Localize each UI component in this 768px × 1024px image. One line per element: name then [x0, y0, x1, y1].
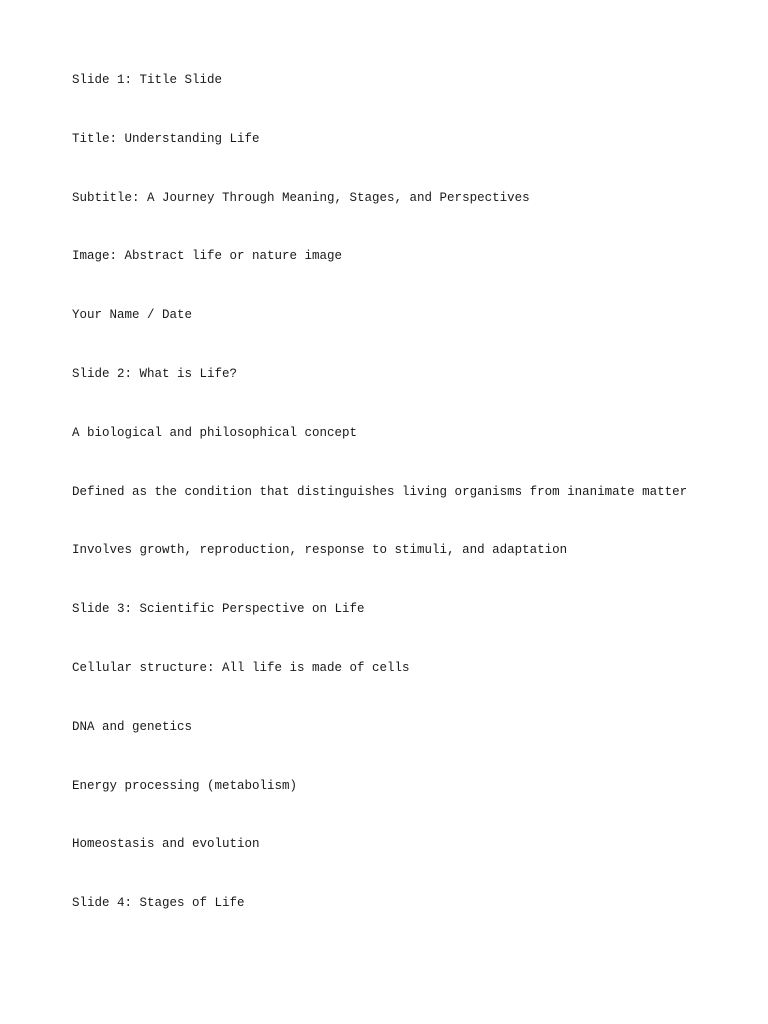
document-body — [72, 72, 687, 954]
slide-4-heading: Slide 4: Stages of Life — [72, 896, 245, 911]
text-line: A biological and philosophical concept — [72, 425, 358, 440]
title-line: Title: Understanding Life — [72, 131, 260, 146]
slide-2-heading: Slide 2: What is Life? — [72, 366, 238, 381]
text-line: Homeostasis and evolution — [72, 837, 260, 852]
text-line: Cellular structure: All life is made of cells — [72, 660, 410, 675]
text-line: Defined as the condition that distinguishes living organisms from inanimate matter — [72, 484, 688, 499]
slide-3-heading: Slide 3: Scientific Perspective on Life — [72, 602, 365, 617]
subtitle-line: Subtitle: A Journey Through Meaning, Stages, and Perspectives — [72, 190, 530, 205]
slide-1-heading: Slide 1: Title Slide — [72, 73, 223, 87]
name-date-line: Your Name / Date — [72, 308, 193, 323]
image-line: Image: Abstract life or nature image — [72, 249, 343, 264]
text-line: Involves growth, reproduction, response to stimuli, and adaptation — [72, 543, 568, 558]
text-line: DNA and genetics — [72, 719, 193, 734]
text-line: Energy processing (metabolism) — [72, 778, 298, 793]
